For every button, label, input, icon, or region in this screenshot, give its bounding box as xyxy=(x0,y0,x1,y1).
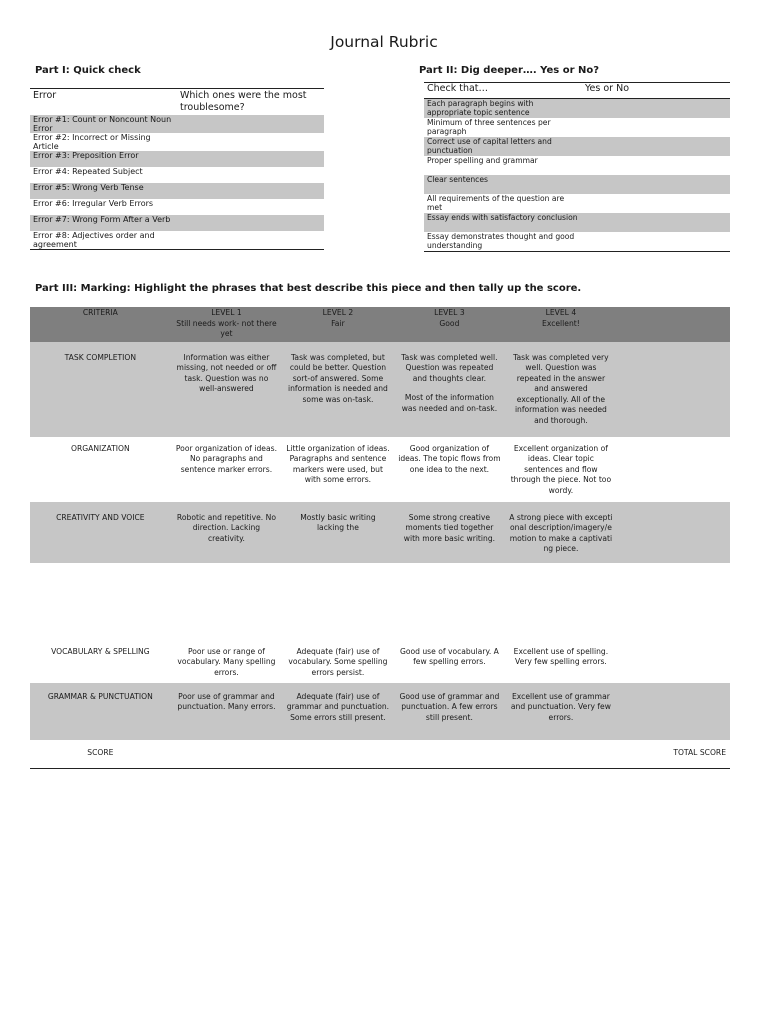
answer-cell[interactable] xyxy=(177,151,324,167)
rubric-row-task xyxy=(30,342,730,437)
answer-cell[interactable] xyxy=(177,215,324,231)
check-row: Correct use of capital letters and punctuation xyxy=(427,137,552,155)
level1-header: LEVEL 1 Still needs work- not there yet xyxy=(176,308,277,338)
score-cell[interactable] xyxy=(617,683,730,740)
level3-cell[interactable]: Good use of vocabulary. A few spelling errors. xyxy=(399,646,499,666)
check-row: Clear sentences xyxy=(427,175,488,184)
level4-cell[interactable]: Excellent use of spelling. Very few spelling errors. xyxy=(513,646,609,666)
score-cell[interactable] xyxy=(171,740,282,769)
level1-cell[interactable]: Robotic and repetitive. No direction. Lacking creativity. xyxy=(176,512,276,543)
yesno-cell[interactable] xyxy=(582,99,730,119)
yesno-cell[interactable] xyxy=(582,137,730,156)
level2-cell[interactable]: Task was completed, but could be better. Question sort-of answered. Some information is needed and some was on-task. xyxy=(287,352,388,404)
level1-cell[interactable]: Poor use or range of vocabulary. Many spelling errors. xyxy=(177,646,276,677)
level4-cell[interactable]: Excellent organization of ideas. Clear topic sentences and flow through the piece. Not too wordy. xyxy=(510,443,612,495)
yesno-cell[interactable] xyxy=(582,118,730,137)
criteria-label: VOCABULARY & SPELLING xyxy=(51,646,150,656)
col-check-header: Check that… xyxy=(424,83,582,99)
level4-cell[interactable]: A strong piece with exceptional description/imagery/emotion to make a captivating piece. xyxy=(509,512,613,553)
criteria-label: ORGANIZATION xyxy=(71,443,130,453)
level3-cell[interactable]: Task was completed well. Question was repeated and thoughts clear. Most of the information was needed and on-task. xyxy=(401,352,498,413)
level3-cell[interactable]: Some strong creative moments tied together with more basic writing. xyxy=(403,512,496,543)
error-row: Error #3: Preposition Error xyxy=(33,151,139,160)
level4-cell[interactable]: Task was completed very well. Question was repeated in the answer and answered exceptionally. All of the information was needed and thorough. xyxy=(513,352,609,425)
answer-cell[interactable] xyxy=(177,115,324,133)
rubric-row-organization xyxy=(30,437,730,502)
criteria-label: TASK COMPLETION xyxy=(64,352,137,362)
check-row: Essay demonstrates thought and good understanding xyxy=(424,232,582,252)
score-cell[interactable] xyxy=(505,740,617,769)
answer-cell[interactable] xyxy=(177,133,324,151)
yesno-cell[interactable] xyxy=(582,175,730,194)
check-row: Proper spelling and grammar xyxy=(427,156,538,165)
level1-cell[interactable]: Poor organization of ideas. No paragraphs and sentence marker errors. xyxy=(175,443,277,474)
level3-cell[interactable]: Good organization of ideas. The topic flows from one idea to the next. xyxy=(398,443,501,474)
error-row: Error #5: Wrong Verb Tense xyxy=(33,183,144,192)
part3-heading: Part III: Marking: Highlight the phrases that best describe this piece and then tally up the score. xyxy=(35,283,582,294)
level2-cell[interactable]: Adequate (fair) use of grammar and punctuation. Some errors still present. xyxy=(286,691,390,722)
level2-cell[interactable]: Adequate (fair) use of vocabulary. Some spelling errors persist. xyxy=(288,646,388,677)
answer-cell[interactable] xyxy=(177,199,324,215)
check-row: Each paragraph begins with appropriate topic sentence xyxy=(427,99,534,117)
level2-cell[interactable]: Mostly basic writing lacking the xyxy=(300,512,376,532)
score-cell[interactable] xyxy=(617,342,730,437)
level3-cell[interactable]: Good use of grammar and punctuation. A few errors still present. xyxy=(399,691,500,722)
rubric-row-creativity xyxy=(30,502,730,563)
yesno-cell[interactable] xyxy=(582,156,730,175)
rubric-row-vocabulary xyxy=(30,647,730,683)
level4-header: LEVEL 4 Excellent! xyxy=(542,308,580,328)
yesno-cell[interactable] xyxy=(582,232,730,252)
score-cell[interactable] xyxy=(282,740,393,769)
col-error-header: Error xyxy=(30,89,177,116)
answer-cell[interactable] xyxy=(177,231,324,250)
answer-cell[interactable] xyxy=(177,167,324,183)
marking-rubric-table xyxy=(30,307,730,769)
score-column-header xyxy=(617,307,730,342)
error-row: Error #4: Repeated Subject xyxy=(33,167,143,176)
score-cell[interactable] xyxy=(617,502,730,563)
error-row: Error #1: Count or Noncount Noun Error xyxy=(33,115,172,133)
score-row xyxy=(30,740,730,769)
answer-cell[interactable] xyxy=(177,183,324,199)
yesno-cell[interactable] xyxy=(582,213,730,232)
check-row: All requirements of the question are met xyxy=(427,194,565,212)
level3-header: LEVEL 3 Good xyxy=(434,308,465,328)
dig-deeper-table xyxy=(424,82,730,252)
col-yesno-header: Yes or No xyxy=(582,83,730,99)
col-troublesome-header: Which ones were the most troublesome? xyxy=(177,89,324,116)
rubric-row-grammar xyxy=(30,683,730,740)
score-label: SCORE xyxy=(30,740,171,769)
criteria-header: CRITERIA xyxy=(82,308,118,317)
score-cell[interactable] xyxy=(617,437,730,502)
rubric-gap-row xyxy=(30,563,730,647)
score-cell[interactable] xyxy=(394,740,505,769)
error-row: Error #2: Incorrect or Missing Article xyxy=(33,133,151,151)
error-row: Error #7: Wrong Form After a Verb xyxy=(33,215,171,224)
level2-header: LEVEL 2 Fair xyxy=(322,308,354,328)
error-row: Error #6: Irregular Verb Errors xyxy=(33,199,154,208)
level1-cell[interactable]: Poor use of grammar and punctuation. Many errors. xyxy=(177,691,276,711)
check-row: Essay ends with satisfactory conclusion xyxy=(427,213,578,222)
score-cell[interactable] xyxy=(617,647,730,683)
criteria-label: GRAMMAR & PUNCTUATION xyxy=(47,691,153,701)
part1-heading: Part I: Quick check xyxy=(35,65,141,76)
level4-cell[interactable]: Excellent use of grammar and punctuation. Very few errors. xyxy=(510,691,611,722)
criteria-label: CREATIVITY AND VOICE xyxy=(56,512,145,522)
part2-heading: Part II: Dig deeper…. Yes or No? xyxy=(419,65,600,76)
page-title: Journal Rubric xyxy=(330,33,438,51)
check-row: Minimum of three sentences per paragraph xyxy=(427,118,551,136)
quick-check-table xyxy=(30,88,324,250)
level1-cell[interactable]: Information was either missing, not needed or off task. Question was no well-answered xyxy=(176,352,277,393)
level2-cell[interactable]: Little organization of ideas. Paragraphs and sentence markers were used, but with some errors. xyxy=(286,443,390,484)
total-score-label: TOTAL SCORE xyxy=(617,740,730,769)
error-row: Error #8: Adjectives order and agreement xyxy=(30,231,177,250)
yesno-cell[interactable] xyxy=(582,194,730,213)
